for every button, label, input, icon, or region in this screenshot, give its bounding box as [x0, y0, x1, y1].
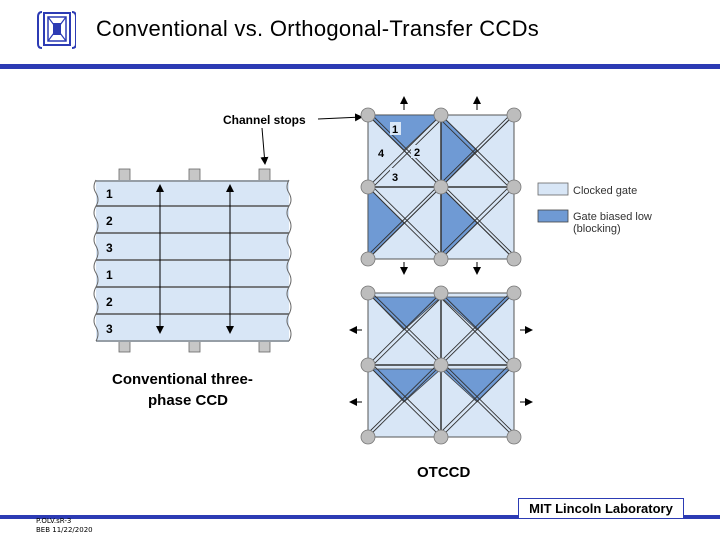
- phase-label: 2: [106, 295, 113, 309]
- phase-label: 3: [106, 322, 113, 336]
- channel-stops-pointer-arrow: [262, 128, 265, 164]
- legend-biased-low-sub: (blocking): [573, 223, 621, 235]
- footer-organization: MIT Lincoln Laboratory: [518, 498, 684, 519]
- phase-label: 2: [106, 214, 113, 228]
- gate-label-2: 2: [414, 147, 421, 159]
- footer-ref-line2: BEB 11/22/2020: [36, 526, 93, 534]
- conventional-caption-line2: phase CCD: [148, 392, 229, 409]
- legend-swatch-biased-low: [538, 210, 568, 222]
- channel-stops-pointer-arrow: [318, 117, 362, 119]
- legend-swatch-clocked: [538, 183, 568, 195]
- phase-label: 1: [106, 268, 113, 282]
- otccd-caption: OTCCD: [417, 464, 471, 481]
- legend: [538, 183, 652, 235]
- gate-label-4: 4: [378, 148, 385, 160]
- otccd-top-diagram: [361, 97, 521, 274]
- gate-label-3: 3: [392, 172, 399, 184]
- conventional-ccd: [94, 169, 291, 409]
- gate-label-1: 1: [392, 124, 399, 136]
- footer-ref-line1: P.OLV.sR-3: [36, 517, 72, 525]
- phase-label: 3: [106, 241, 113, 255]
- conventional-caption-line1: Conventional three-: [112, 371, 253, 388]
- phase-label: 1: [106, 187, 113, 201]
- legend-biased-low-label: Gate biased low: [573, 211, 652, 223]
- page-title: Conventional vs. Orthogonal-Transfer CCDs: [96, 16, 540, 41]
- channel-stops-label: Channel stops: [223, 113, 306, 127]
- otccd-bottom-diagram: [350, 286, 532, 481]
- legend-clocked-label: Clocked gate: [573, 185, 638, 197]
